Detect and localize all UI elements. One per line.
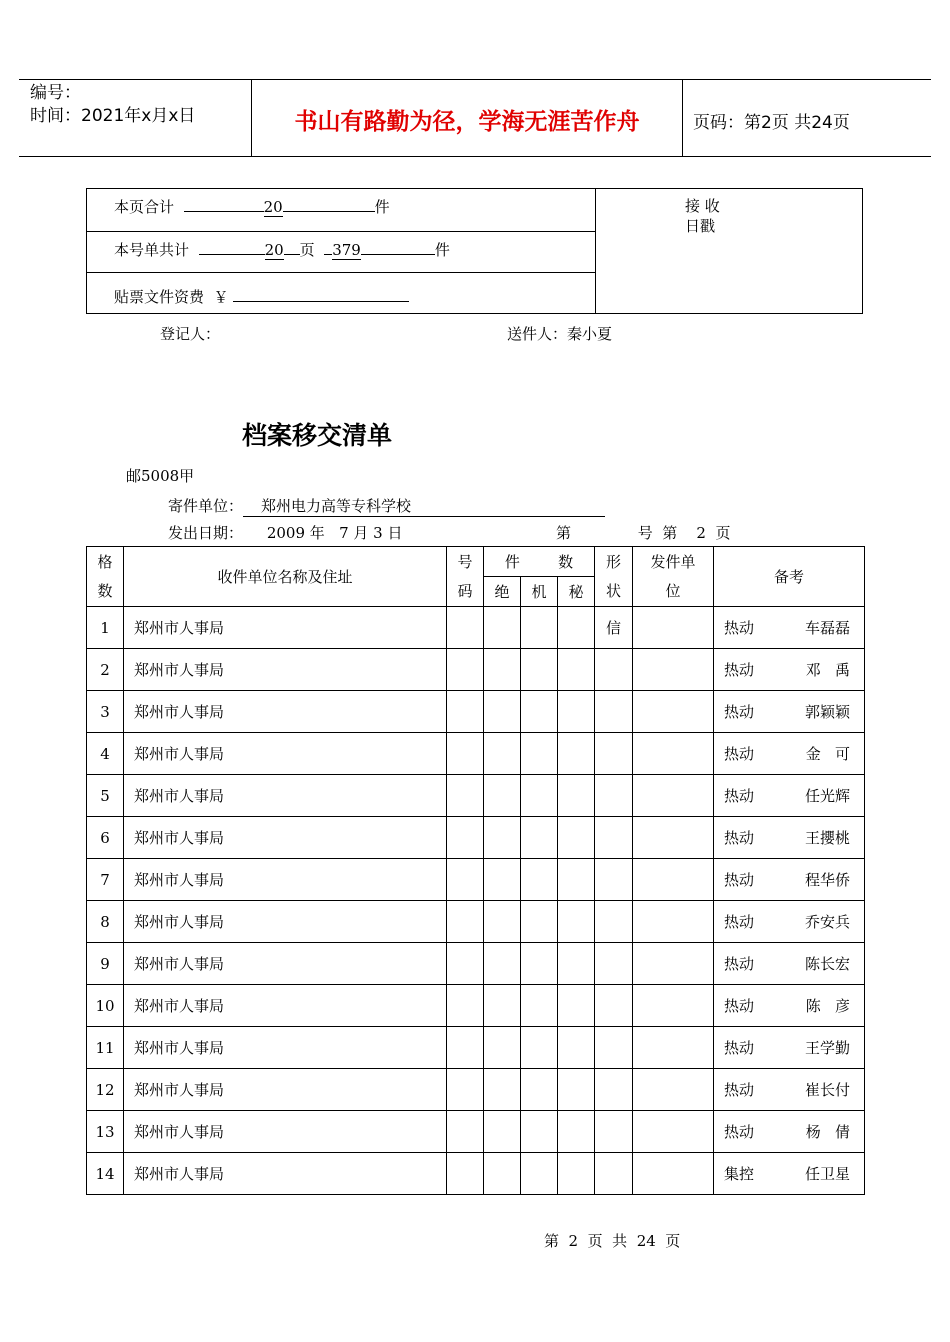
row-seq-cell: 7 [87,859,124,901]
row-sender-unit-cell [633,607,714,649]
row-shape-cell [595,649,633,691]
row-number-cell [447,901,484,943]
row-note-cell [714,1111,865,1153]
row-address-cell: 郑州市人事局 [124,1069,447,1111]
row-count-top-secret-cell [484,1111,521,1153]
sender-unit-text: 郑州电力高等专科学校 [261,497,412,515]
summary-order-total-label: 本号单共计 [114,241,190,259]
row-person: 金 可 [805,745,851,763]
row-count-confidential-cell [521,1027,558,1069]
stamp-label-line1: 接 收 [685,197,720,215]
row-sender-unit-cell [633,901,714,943]
row-count-secret-cell [558,607,595,649]
row-address-cell: 郑州市人事局 [124,901,447,943]
row-count-top-secret-cell [484,691,521,733]
header-address: 收件单位名称及住址 [124,547,447,607]
row-shape-cell [595,1069,633,1111]
row-number-cell [447,733,484,775]
row-department: 热动 [724,1123,755,1141]
row-person: 邓 禹 [805,661,851,679]
row-person: 陈 彦 [805,997,851,1015]
row-count-secret-cell [558,1027,595,1069]
row-sender-unit-cell [633,733,714,775]
row-person: 郭颖颖 [805,703,851,721]
row-number-cell [447,859,484,901]
row-person: 程华侨 [805,871,851,889]
summary-page-total-unit: 件 [374,198,390,216]
row-person: 乔安兵 [805,913,851,931]
row-shape-cell [595,775,633,817]
row-number-cell [447,607,484,649]
header-divider-right [682,79,683,157]
row-seq-cell: 5 [87,775,124,817]
summary-order-item-unit: 件 [434,241,450,259]
row-count-confidential-cell [521,859,558,901]
row-count-top-secret-cell [484,943,521,985]
table-row [87,1153,865,1195]
table-row [87,943,865,985]
row-count-confidential-cell [521,1111,558,1153]
row-shape-cell [595,691,633,733]
row-department: 热动 [724,745,755,763]
table-row [87,1069,865,1111]
row-number-cell [447,1069,484,1111]
header-number: 号 码 [447,547,484,607]
summary-row-rule [87,272,595,273]
summary-box [86,188,863,314]
row-count-top-secret-cell [484,775,521,817]
row-shape-cell [595,1153,633,1195]
header-count-secret: 秘 [558,577,595,607]
row-count-confidential-cell [521,733,558,775]
header-shape: 形 状 [595,547,633,607]
table-row [87,607,865,649]
registrar-label: 登记人： [160,325,221,343]
row-department: 热动 [724,619,755,637]
summary-order-page-unit: 页 [299,241,315,259]
row-seq-cell: 10 [87,985,124,1027]
document-title: 档案移交清单 [242,421,393,450]
time-label: 时间：2021年x月x日 [30,106,196,126]
table-row [87,985,865,1027]
row-person: 王攖桃 [805,829,851,847]
row-sender-unit-cell [633,1027,714,1069]
summary-page-total [114,196,390,217]
row-count-secret-cell [558,817,595,859]
row-shape-cell [595,817,633,859]
row-sender-unit-cell [633,691,714,733]
row-shape-cell [595,733,633,775]
row-count-secret-cell [558,985,595,1027]
row-department: 热动 [724,787,755,805]
row-person: 王学勤 [805,1039,851,1057]
row-seq-cell: 12 [87,1069,124,1111]
summary-order-total [114,239,450,260]
row-count-confidential-cell [521,1069,558,1111]
sender-unit-line [168,495,605,517]
summary-postage-label: 贴票文件资费 ￥ [114,288,229,306]
row-note-cell [714,985,865,1027]
header-seq: 格 数 [87,547,124,607]
table-row [87,1027,865,1069]
header-page-info: 页码：第2页 共24页 [693,113,850,133]
row-count-top-secret-cell [484,859,521,901]
header-motto: 书山有路勤为径，学海无涯苦作舟 [294,109,640,135]
row-shape-cell: 信 [595,607,633,649]
row-count-top-secret-cell [484,733,521,775]
row-count-secret-cell [558,691,595,733]
table-row [87,1111,865,1153]
row-count-secret-cell [558,1153,595,1195]
row-department: 集控 [724,1165,755,1183]
row-seq-cell: 2 [87,649,124,691]
header-meta [30,82,195,128]
row-address-cell: 郑州市人事局 [124,607,447,649]
table-body [87,607,865,1195]
row-number-cell [447,691,484,733]
row-department: 热动 [724,1081,755,1099]
row-address-cell: 郑州市人事局 [124,859,447,901]
row-number-cell [447,649,484,691]
row-note-cell [714,943,865,985]
summary-order-items: 379 [332,241,361,259]
row-count-secret-cell [558,859,595,901]
table-row [87,859,865,901]
row-number-cell [447,1111,484,1153]
row-count-top-secret-cell [484,1069,521,1111]
row-number-cell [447,1027,484,1069]
header-count-confidential: 机 [521,577,558,607]
row-count-secret-cell [558,775,595,817]
row-seq-cell: 1 [87,607,124,649]
row-sender-unit-cell [633,817,714,859]
row-seq-cell: 8 [87,901,124,943]
row-department: 热动 [724,955,755,973]
row-count-secret-cell [558,901,595,943]
row-count-top-secret-cell [484,817,521,859]
row-seq-cell: 3 [87,691,124,733]
row-count-top-secret-cell [484,649,521,691]
row-sender-unit-cell [633,859,714,901]
row-count-secret-cell [558,1111,595,1153]
row-count-top-secret-cell [484,1027,521,1069]
row-sender-unit-cell [633,1069,714,1111]
transfer-list-table [86,546,865,1195]
row-address-cell: 郑州市人事局 [124,649,447,691]
header-bottom-rule [19,156,931,157]
row-address-cell: 郑州市人事局 [124,943,447,985]
table-row [87,775,865,817]
row-person: 任卫星 [805,1165,851,1183]
row-shape-cell [595,943,633,985]
row-department: 热动 [724,871,755,889]
sender-unit-label: 寄件单位： [168,497,244,515]
footer-page-number: 第 2 页 共 24 页 [544,1232,681,1250]
summary-page-total-value: 20 [263,198,283,216]
row-note-cell [714,817,865,859]
row-shape-cell [595,1027,633,1069]
row-address-cell: 郑州市人事局 [124,733,447,775]
row-address-cell: 郑州市人事局 [124,1027,447,1069]
table-row [87,733,865,775]
row-count-confidential-cell [521,649,558,691]
row-count-confidential-cell [521,775,558,817]
row-number-cell [447,1153,484,1195]
row-shape-cell [595,985,633,1027]
row-note-cell [714,859,865,901]
row-address-cell: 郑州市人事局 [124,1111,447,1153]
row-number-cell [447,775,484,817]
row-sender-unit-cell [633,1111,714,1153]
row-note-cell [714,607,865,649]
row-seq-cell: 13 [87,1111,124,1153]
header-sender-unit: 发件单 位 [633,547,714,607]
row-sender-unit-cell [633,943,714,985]
row-note-cell [714,733,865,775]
row-count-top-secret-cell [484,1153,521,1195]
row-sender-unit-cell [633,985,714,1027]
row-department: 热动 [724,703,755,721]
row-note-cell [714,1153,865,1195]
row-shape-cell [595,1111,633,1153]
row-seq-cell: 4 [87,733,124,775]
row-note-cell [714,691,865,733]
table-header-row [87,547,865,577]
row-department: 热动 [724,1039,755,1057]
row-count-confidential-cell [521,817,558,859]
row-note-cell [714,901,865,943]
row-number-cell [447,985,484,1027]
row-shape-cell [595,859,633,901]
summary-page-total-label: 本页合计 [114,198,175,216]
row-person: 杨 倩 [805,1123,851,1141]
row-count-secret-cell [558,649,595,691]
summary-order-pages: 20 [264,241,284,259]
row-note-cell [714,649,865,691]
row-note-cell [714,1027,865,1069]
row-count-top-secret-cell [484,901,521,943]
row-seq-cell: 11 [87,1027,124,1069]
row-count-secret-cell [558,1069,595,1111]
table-row [87,901,865,943]
row-shape-cell [595,901,633,943]
header-count-top-secret: 绝 [484,577,521,607]
stamp-label-line2: 日戳 [685,217,716,235]
row-sender-unit-cell [633,775,714,817]
row-department: 热动 [724,913,755,931]
row-address-cell: 郑州市人事局 [124,817,447,859]
form-number-line: 第 号 第 2 页 [556,524,731,542]
row-address-cell: 郑州市人事局 [124,1153,447,1195]
row-address-cell: 郑州市人事局 [124,985,447,1027]
table-row [87,691,865,733]
row-count-secret-cell [558,943,595,985]
row-department: 热动 [724,997,755,1015]
row-count-confidential-cell [521,985,558,1027]
row-address-cell: 郑州市人事局 [124,691,447,733]
postal-code: 邮5008甲 [126,467,195,485]
row-number-cell [447,817,484,859]
receipt-stamp-area [685,196,745,236]
row-note-cell [714,1069,865,1111]
row-count-secret-cell [558,733,595,775]
sender-unit-value [243,495,605,517]
row-number-cell [447,943,484,985]
header-count: 件 数 [484,547,595,577]
row-person: 崔长付 [805,1081,851,1099]
row-person: 任光辉 [805,787,851,805]
row-count-confidential-cell [521,943,558,985]
row-seq-cell: 9 [87,943,124,985]
row-sender-unit-cell [633,1153,714,1195]
summary-divider [595,189,596,314]
row-count-confidential-cell [521,607,558,649]
row-count-confidential-cell [521,1153,558,1195]
summary-postage [114,286,409,307]
dispatch-date: 发出日期： 2009 年 7 月 3 日 [168,524,403,542]
row-department: 热动 [724,661,755,679]
row-count-confidential-cell [521,691,558,733]
table-row [87,649,865,691]
sender-person-label: 送件人：秦小夏 [507,325,613,343]
row-note-cell [714,775,865,817]
summary-row-rule [87,231,595,232]
row-department: 热动 [724,829,755,847]
header-note: 备考 [714,547,865,607]
row-sender-unit-cell [633,649,714,691]
row-count-top-secret-cell [484,985,521,1027]
row-person: 车磊磊 [805,619,851,637]
row-address-cell: 郑州市人事局 [124,775,447,817]
row-person: 陈长宏 [805,955,851,973]
header-top-rule [19,79,931,80]
table-row [87,817,865,859]
number-label: 编号： [30,83,81,103]
row-seq-cell: 14 [87,1153,124,1195]
row-count-confidential-cell [521,901,558,943]
row-seq-cell: 6 [87,817,124,859]
row-count-top-secret-cell [484,607,521,649]
